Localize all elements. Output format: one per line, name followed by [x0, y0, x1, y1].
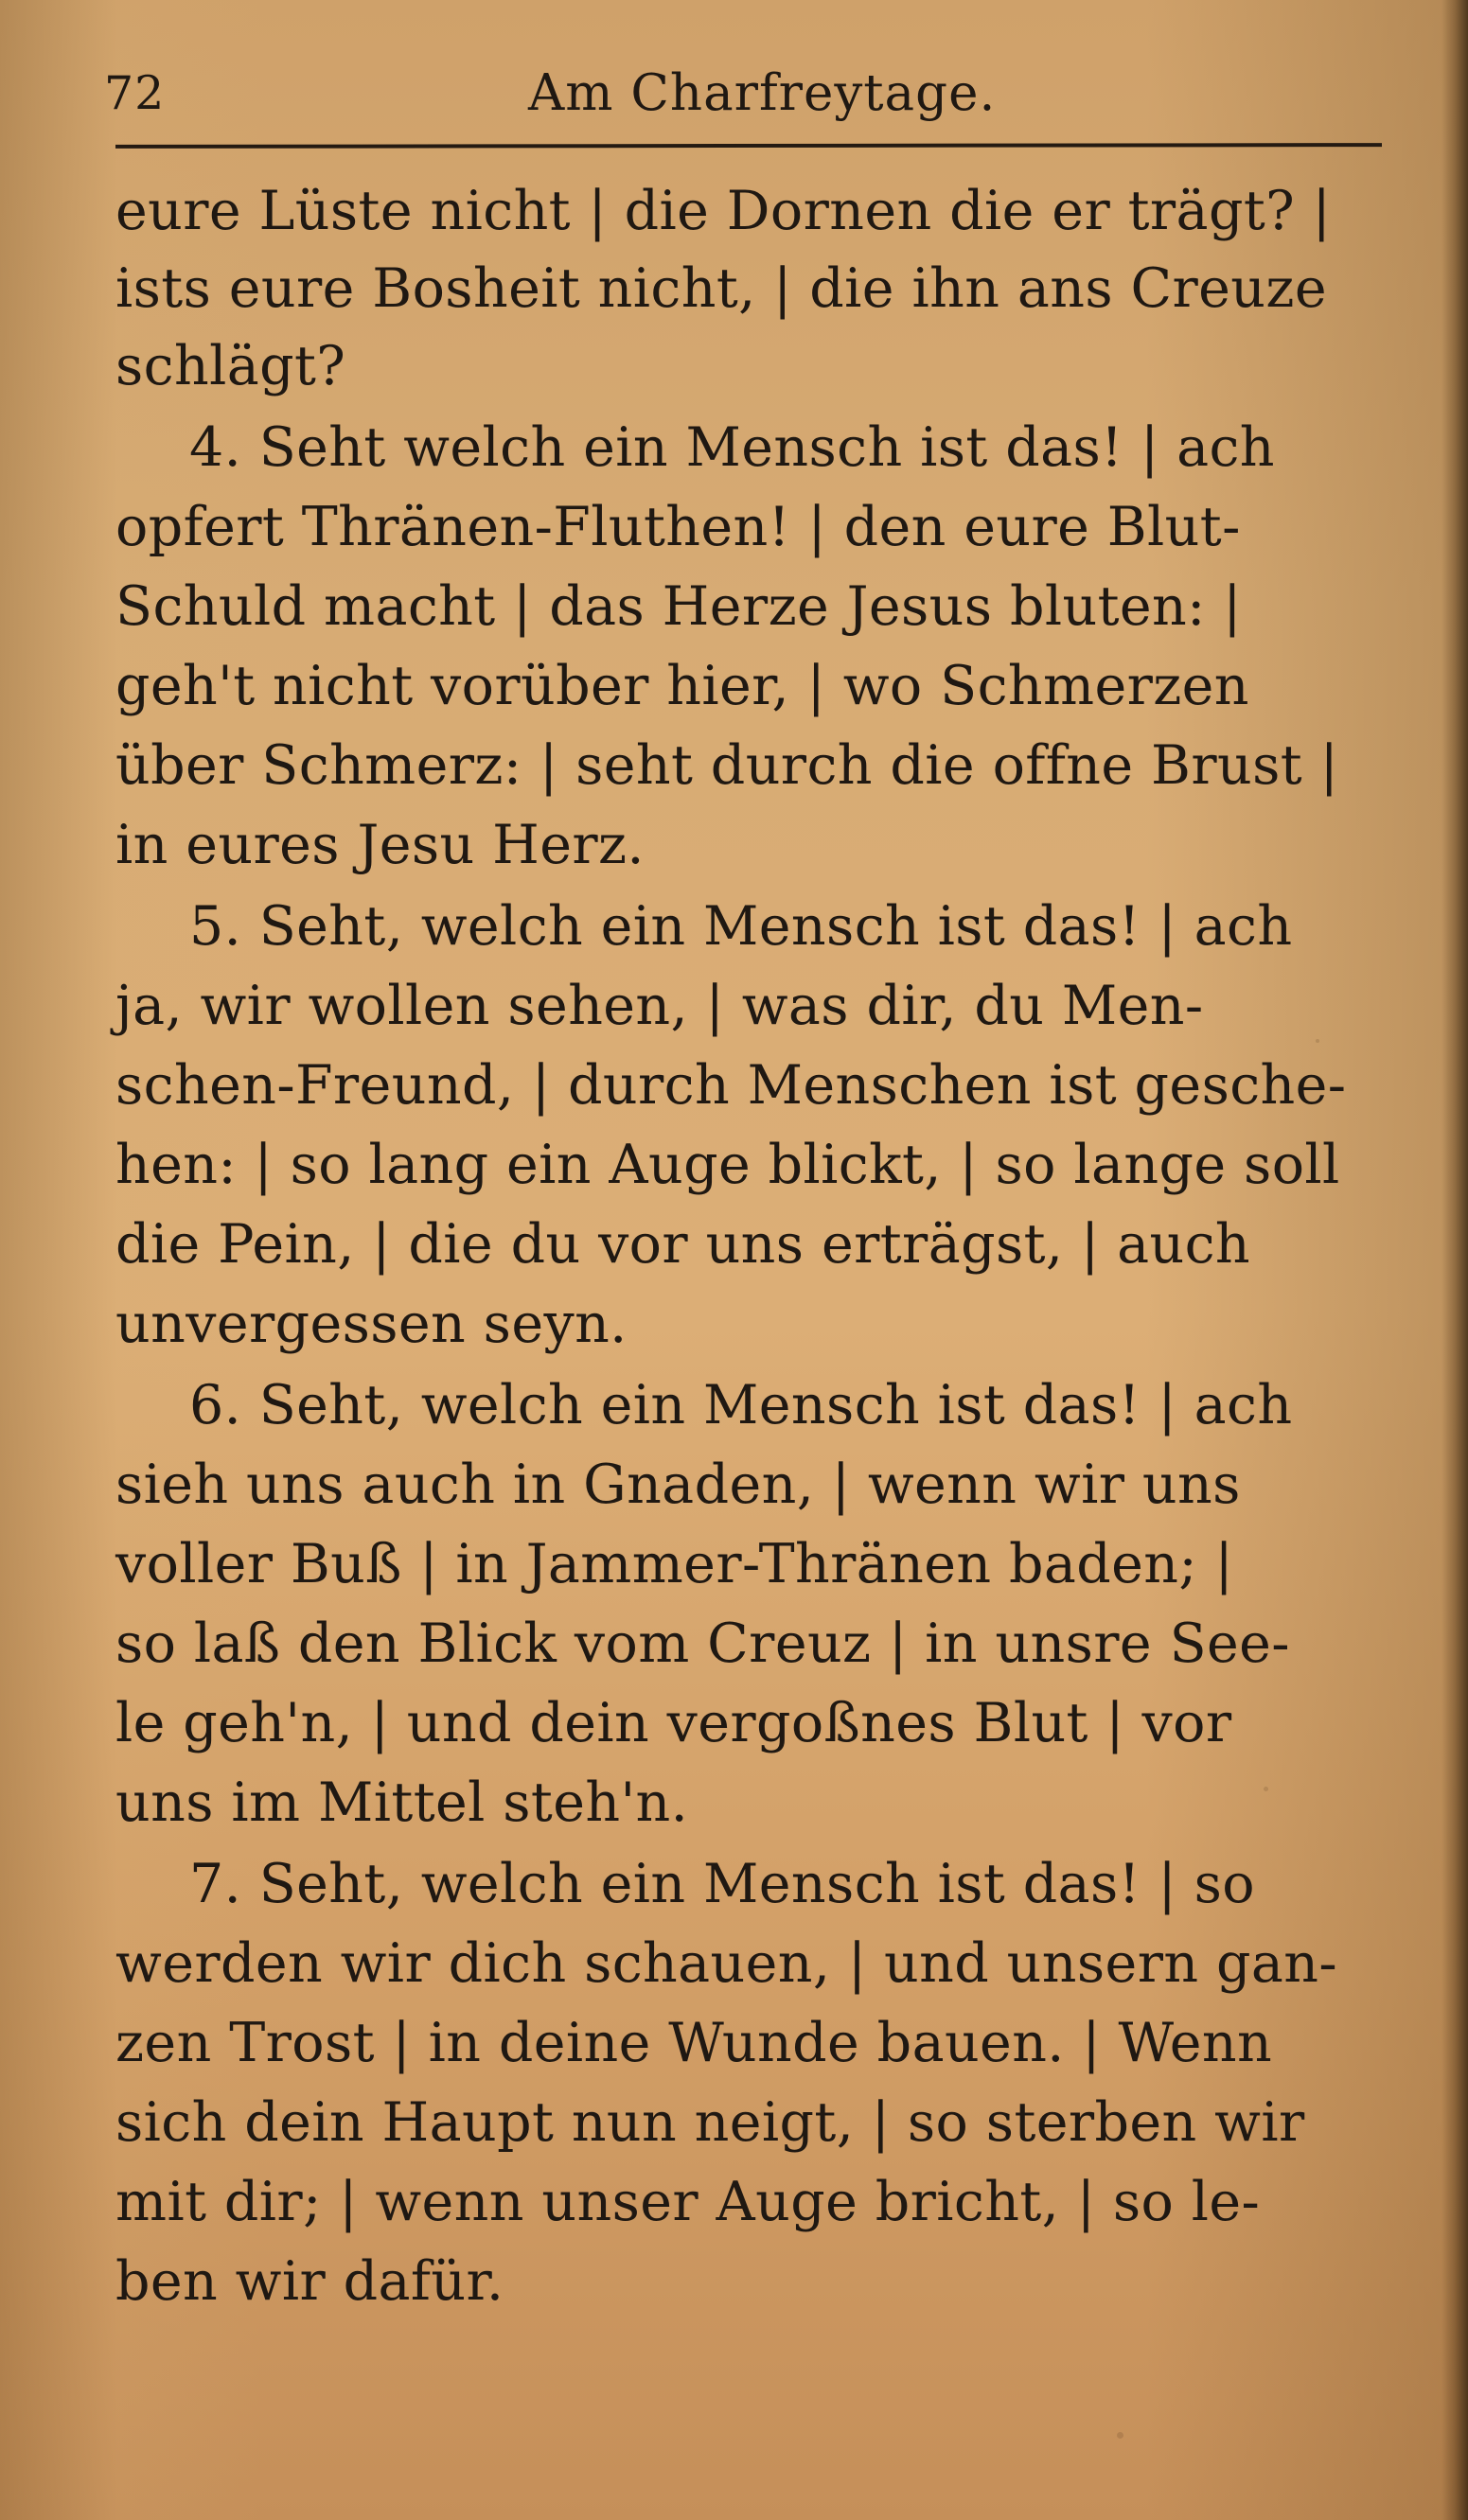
text-line: ists eure Bosheit nicht, | die ihn ans Creuze: [115, 257, 1327, 320]
text-line: sich dein Haupt nun neigt, | so sterben wir: [115, 2091, 1305, 2154]
verse-4-line: 4. Seht welch ein Mensch ist das! | ach: [189, 416, 1275, 479]
text-line: le geh'n, | und dein vergoßnes Blut | vor: [115, 1692, 1232, 1754]
verse-7-line: 7. Seht, welch ein Mensch ist das! | so: [189, 1853, 1255, 1915]
text-line: in eures Jesu Herz.: [115, 814, 645, 876]
text-line: unvergessen seyn.: [115, 1293, 628, 1355]
text-line: ja, wir wollen sehen, | was dir, du Men-: [115, 975, 1204, 1037]
text-line: zen Trost | in deine Wunde bauen. | Wenn: [115, 2012, 1273, 2074]
text-line: geh't nicht vorüber hier, | wo Schmerzen: [115, 655, 1249, 717]
page-number: 72: [104, 66, 166, 120]
text-line: uns im Mittel steh'n.: [115, 1771, 689, 1834]
text-line: schlägt?: [115, 335, 346, 397]
text-line: Schuld macht | das Herze Jesus bluten: |: [115, 575, 1242, 638]
header-rule: [115, 143, 1382, 149]
text-line: über Schmerz: | seht durch die offne Brust |: [115, 734, 1339, 797]
text-line: sieh uns auch in Gnaden, | wenn wir uns: [115, 1454, 1241, 1516]
paper-speck: [1264, 1787, 1268, 1791]
hymn-text-block: [115, 173, 1403, 2388]
text-line: opfert Thränen-Fluthen! | den eure Blut-: [115, 496, 1241, 558]
text-line: schen-Freund, | durch Menschen ist gesche-: [115, 1054, 1347, 1117]
paper-speck: [1117, 2432, 1123, 2439]
verse-6-line: 6. Seht, welch ein Mensch ist das! | ach: [189, 1374, 1293, 1436]
text-line: die Pein, | die du vor uns erträgst, | auch: [115, 1213, 1251, 1276]
text-line: eure Lüste nicht | die Dornen die er trägt? |: [115, 180, 1332, 242]
text-line: werden wir dich schauen, | und unsern gan-: [115, 1932, 1338, 1995]
right-page-edge-shadow: [1441, 0, 1468, 2520]
verse-5-line: 5. Seht, welch ein Mensch ist das! | ach: [189, 895, 1293, 958]
running-title: Am Charfreytage.: [528, 64, 997, 122]
text-line: so laß den Blick vom Creuz | in unsre See-: [115, 1612, 1290, 1675]
text-line: mit dir; | wenn unser Auge bricht, | so le-: [115, 2171, 1261, 2233]
paper-speck: [1316, 1039, 1319, 1043]
running-header: [104, 59, 1391, 125]
text-line: hen: | so lang ein Auge blickt, | so lange soll: [115, 1134, 1340, 1196]
text-line: ben wir dafür.: [115, 2250, 504, 2313]
text-line: voller Buß | in Jammer-Thränen baden; |: [115, 1533, 1234, 1595]
